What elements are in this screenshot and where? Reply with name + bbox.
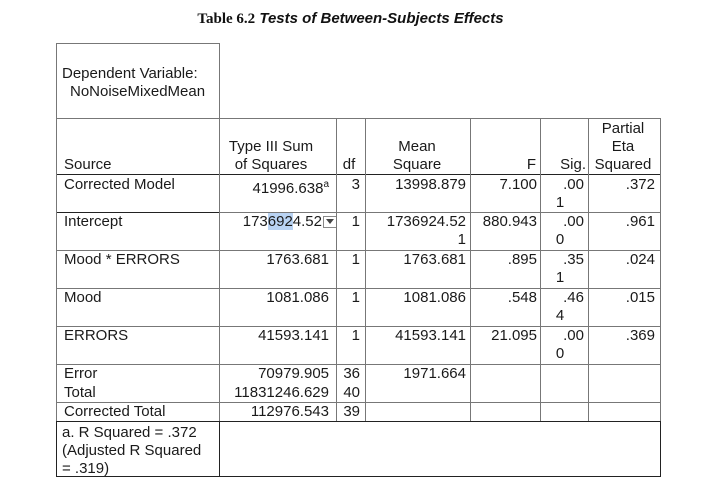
table-caption bbox=[0, 10, 701, 28]
row-source: Total bbox=[64, 384, 96, 401]
row-sig: .00 bbox=[563, 176, 584, 193]
header-sig: Sig. bbox=[560, 156, 586, 173]
footnote-top bbox=[56, 421, 660, 422]
dep-var-label: Dependent Variable: bbox=[62, 65, 198, 82]
row-ms: 1081.086 bbox=[403, 289, 466, 306]
header-ms-2: Square bbox=[392, 156, 442, 173]
ss-text-post: 4.52 bbox=[292, 213, 322, 230]
row-ms: 1736924.52 bbox=[386, 213, 466, 230]
row-df: 36 bbox=[343, 365, 360, 382]
row-ss: 41996.638$^a$ bbox=[252, 179, 329, 197]
row-divider bbox=[56, 250, 660, 251]
table-left bbox=[56, 118, 57, 421]
footnote-line: = .319) bbox=[62, 460, 110, 477]
row-ms-wrap: 1 bbox=[457, 231, 466, 248]
row-sig-wrap: 1 bbox=[555, 194, 565, 211]
header-top bbox=[56, 118, 660, 119]
column-divider bbox=[336, 118, 337, 421]
row-sig: .35 bbox=[563, 251, 584, 268]
column-divider bbox=[365, 118, 366, 421]
table-right bbox=[660, 118, 661, 421]
header-eta-3: Squared bbox=[594, 156, 652, 173]
footnote-marker: a bbox=[323, 179, 329, 190]
row-df: 1 bbox=[351, 251, 360, 268]
row-eta: .024 bbox=[625, 251, 655, 268]
row-source: Corrected Total bbox=[64, 403, 166, 420]
row-df: 40 bbox=[343, 384, 360, 401]
row-df: 1 bbox=[351, 289, 360, 306]
column-divider bbox=[470, 118, 471, 421]
header-eta-2: Eta bbox=[611, 138, 635, 155]
row-source: Intercept bbox=[64, 213, 123, 230]
row-ss[interactable] bbox=[219, 212, 337, 231]
row-ms: 1971.664 bbox=[403, 365, 466, 382]
row-f: 21.095 bbox=[491, 327, 537, 344]
row-sig: .00 bbox=[563, 327, 584, 344]
footnote-line: a. R Squared = .372 bbox=[62, 424, 197, 441]
row-df: 39 bbox=[343, 403, 360, 420]
row-sig-wrap: 0 bbox=[555, 345, 565, 362]
row-df: 1 bbox=[351, 213, 360, 230]
row-ms: 41593.141 bbox=[395, 327, 466, 344]
row-f: 7.100 bbox=[499, 176, 537, 193]
dep-box-top bbox=[56, 43, 219, 44]
ss-text-selected[interactable]: 692 bbox=[267, 213, 293, 230]
row-divider bbox=[56, 402, 660, 403]
row-ss: 112976.543 bbox=[250, 403, 329, 420]
row-f: .548 bbox=[507, 289, 537, 306]
dep-box-left bbox=[56, 43, 57, 118]
ss-text-pre: 173 bbox=[242, 213, 268, 230]
row-df: 3 bbox=[351, 176, 360, 193]
footnote-line: (Adjusted R Squared bbox=[62, 442, 202, 459]
column-divider bbox=[588, 118, 589, 421]
row-source: Mood * ERRORS bbox=[64, 251, 180, 268]
row-sig: .46 bbox=[563, 289, 584, 306]
header-ss-1: Type III Sum bbox=[228, 138, 314, 155]
header-ss-2: of Squares bbox=[234, 156, 308, 173]
row-ms: 13998.879 bbox=[395, 176, 466, 193]
footnote-right bbox=[660, 421, 661, 477]
header-df: df bbox=[342, 156, 356, 173]
footnote-left bbox=[56, 421, 57, 477]
header-ms-1: Mean bbox=[398, 138, 436, 155]
row-ss: 41593.141 bbox=[258, 327, 329, 344]
table-number: Table 6.2 bbox=[197, 11, 256, 27]
row-eta: .372 bbox=[625, 176, 655, 193]
row-divider bbox=[56, 364, 660, 365]
header-source: Source bbox=[64, 156, 112, 173]
row-sig: .00 bbox=[563, 213, 584, 230]
row-eta: .015 bbox=[625, 289, 655, 306]
header-eta-1: Partial bbox=[601, 120, 645, 137]
row-source: Error bbox=[64, 365, 98, 382]
row-ss: 1081.086 bbox=[266, 289, 329, 306]
row-divider bbox=[56, 288, 660, 289]
dep-var-value: NoNoiseMixedMean bbox=[70, 83, 206, 100]
row-ms: 1763.681 bbox=[403, 251, 466, 268]
row-sig-wrap: 1 bbox=[555, 269, 565, 286]
row-source: Mood bbox=[64, 289, 102, 306]
row-source: ERRORS bbox=[64, 327, 129, 344]
row-sig-wrap: 4 bbox=[555, 307, 565, 324]
row-df: 1 bbox=[351, 327, 360, 344]
intercept-top-highlight bbox=[56, 212, 219, 213]
row-ss: 1763.681 bbox=[266, 251, 329, 268]
row-source: Corrected Model bbox=[64, 176, 175, 193]
row-eta: .961 bbox=[625, 213, 655, 230]
row-ss: 11831246.629 bbox=[234, 384, 329, 401]
column-divider bbox=[540, 118, 541, 421]
column-divider bbox=[219, 118, 220, 421]
row-ss: 70979.905 bbox=[258, 365, 329, 382]
table-title: Tests of Between-Subjects Effects bbox=[259, 10, 504, 27]
row-f: .895 bbox=[507, 251, 537, 268]
row-eta: .369 bbox=[625, 327, 655, 344]
row-f: 880.943 bbox=[482, 213, 537, 230]
header-f: F bbox=[526, 156, 536, 173]
row-divider bbox=[56, 326, 660, 327]
row-sig-wrap: 0 bbox=[555, 231, 565, 248]
dropdown-arrow-icon[interactable] bbox=[323, 216, 337, 228]
